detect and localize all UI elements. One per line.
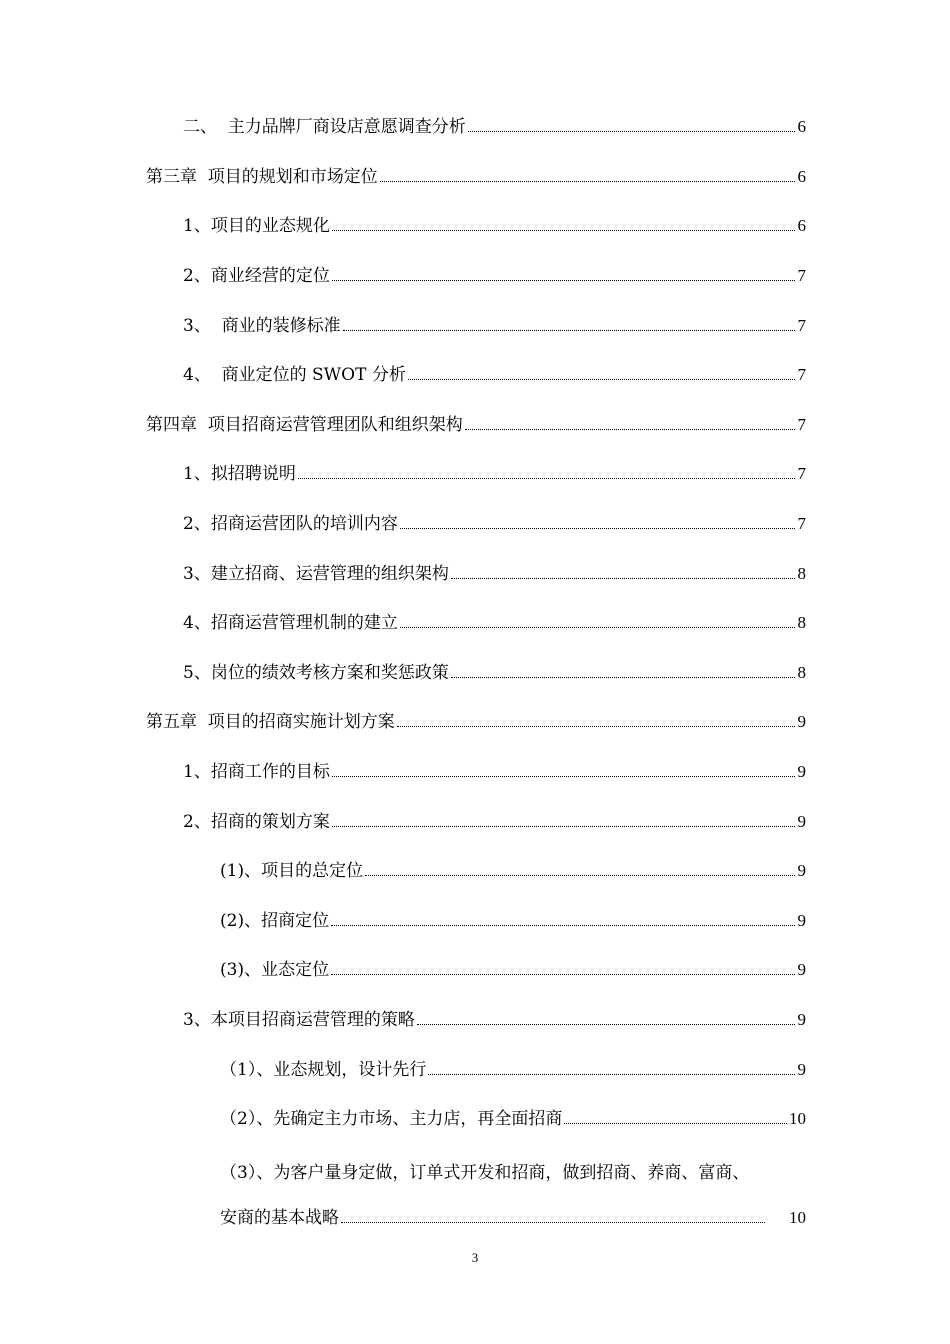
toc-leader <box>298 477 795 479</box>
toc-entry-page: 7 <box>797 266 806 285</box>
toc-leader <box>417 1023 795 1025</box>
toc-leader <box>397 725 795 727</box>
toc-entry <box>183 107 806 137</box>
toc-entry-label: (1)、项目的总定位 <box>220 861 364 881</box>
toc-entry-page: 9 <box>797 1060 806 1079</box>
toc-entry <box>183 504 806 534</box>
toc-leader <box>465 428 795 430</box>
toc-entry <box>183 752 806 782</box>
toc-entry-label: 2、招商运营团队的培训内容 <box>183 514 398 534</box>
toc-entry <box>183 206 806 236</box>
toc-entry-label: 1、项目的业态规化 <box>183 216 330 236</box>
toc-entry-page: 6 <box>797 117 806 136</box>
toc-entry-label: 3、建立招商、运营管理的组织架构 <box>183 564 449 584</box>
toc-entry-label: 二、 主力品牌厂商设店意愿调查分析 <box>183 117 466 137</box>
toc-entry-page: 10 <box>789 1208 806 1227</box>
toc-entry-page: 9 <box>797 1010 806 1029</box>
toc-entry-label: 1、拟招聘说明 <box>183 464 296 484</box>
toc-leader <box>400 626 795 628</box>
toc-entry <box>146 702 806 732</box>
toc-entry-label: 3、 商业的装修标准 <box>183 316 341 336</box>
toc-entry-label: 3、本项目招商运营管理的策略 <box>183 1010 415 1030</box>
toc-entry <box>183 802 806 832</box>
toc-entry <box>183 1000 806 1030</box>
toc-entry-page: 9 <box>797 762 806 781</box>
toc-leader <box>380 180 795 182</box>
toc-entry <box>220 1050 806 1080</box>
toc-entry-label: 第三章 项目的规划和市场定位 <box>146 167 378 187</box>
toc-entry-label: 2、招商的策划方案 <box>183 812 330 832</box>
toc-leader <box>451 676 795 678</box>
toc-entry-label: 4、 商业定位的 SWOT 分析 <box>183 365 406 385</box>
toc-leader <box>332 825 795 827</box>
toc-entry-label: 1、招商工作的目标 <box>183 762 330 782</box>
toc-entry-page: 7 <box>797 415 806 434</box>
toc-entry-page: 10 <box>789 1109 806 1128</box>
toc-leader <box>428 1073 795 1075</box>
toc-leader <box>400 527 795 529</box>
toc-entry <box>220 1198 806 1228</box>
toc-entry <box>183 554 806 584</box>
toc-entry-label: 第四章 项目招商运营管理团队和组织架构 <box>146 415 463 435</box>
toc-entry <box>220 1099 806 1129</box>
toc-entry-page: 9 <box>797 960 806 979</box>
toc-entry <box>183 355 806 385</box>
toc-entry <box>220 901 806 931</box>
toc-entry-label: (3)、业态定位 <box>220 960 330 980</box>
page-number: 3 <box>471 1250 479 1265</box>
toc-entry-page: 7 <box>797 365 806 384</box>
toc-entry-label: 5、岗位的绩效考核方案和奖惩政策 <box>183 663 449 683</box>
toc-leader <box>331 924 795 926</box>
toc-entry-page: 8 <box>797 613 806 632</box>
toc-leader <box>332 229 795 231</box>
toc-entry-page: 8 <box>797 564 806 583</box>
toc-entry-page: 7 <box>797 514 806 533</box>
toc-entry-label: (2)、招商定位 <box>220 911 330 931</box>
toc-leader <box>451 577 795 579</box>
toc-wrapped-entry-line1: （3）、为客户量身定做，订单式开发和招商，做到招商、养商、富商、 <box>220 1163 750 1183</box>
toc-entry-page: 9 <box>797 812 806 831</box>
toc-leader <box>332 279 795 281</box>
toc-entry <box>146 405 806 435</box>
toc-entry-page: 7 <box>797 316 806 335</box>
toc-leader <box>408 378 795 380</box>
toc-entry <box>183 306 806 336</box>
toc-leader <box>468 130 795 132</box>
toc-leader <box>365 874 795 876</box>
toc-entry-page: 6 <box>797 216 806 235</box>
toc-entry <box>146 157 806 187</box>
toc-entry-page: 6 <box>797 167 806 186</box>
toc-entry-label: 2、商业经营的定位 <box>183 266 330 286</box>
toc-entry <box>183 603 806 633</box>
toc-entry-page: 9 <box>797 712 806 731</box>
toc-leader <box>564 1122 787 1124</box>
toc-entry <box>220 950 806 980</box>
toc-entry-page: 9 <box>797 861 806 880</box>
toc-leader <box>331 973 795 975</box>
toc-entry-page: 8 <box>797 663 806 682</box>
toc-entry-label: （1）、业态规划，设计先行 <box>220 1060 427 1080</box>
toc-entry <box>183 454 806 484</box>
toc-entry-page: 7 <box>797 464 806 483</box>
toc-entry <box>183 256 806 286</box>
toc-entry-label: 第五章 项目的招商实施计划方案 <box>146 712 395 732</box>
toc-leader <box>341 1221 765 1223</box>
toc-leader <box>332 775 795 777</box>
toc-entry <box>183 653 806 683</box>
toc-leader <box>343 329 795 331</box>
toc-entry-label: （2）、先确定主力市场、主力店，再全面招商 <box>220 1109 563 1129</box>
toc-entry-page: 9 <box>797 911 806 930</box>
toc-entry-label: 安商的基本战略 <box>220 1208 339 1228</box>
toc-entry-label: 4、招商运营管理机制的建立 <box>183 613 398 633</box>
toc-entry <box>220 851 806 881</box>
